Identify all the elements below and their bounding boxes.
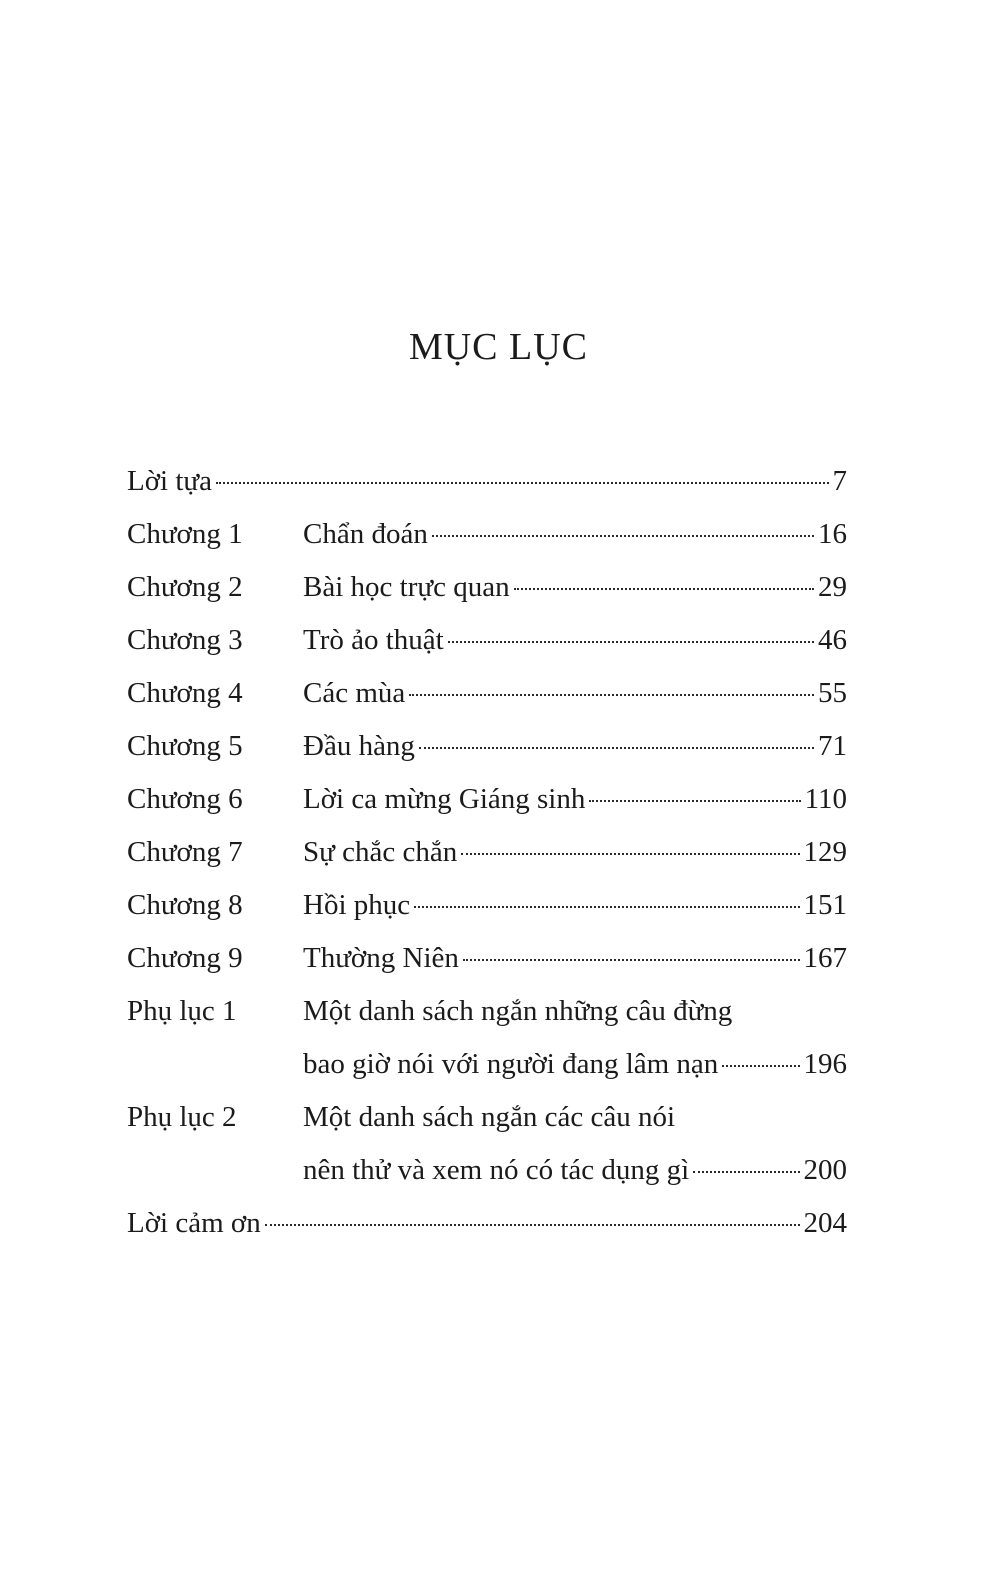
page-number: 7 <box>832 465 847 497</box>
entry-title: Lời cảm ơn <box>127 1207 261 1239</box>
page-number: 110 <box>804 783 847 815</box>
entry-title: Hồi phục <box>303 889 411 921</box>
dot-leader <box>448 641 814 643</box>
dot-leader <box>461 853 799 855</box>
toc-entry <box>127 1197 847 1250</box>
toc-row-chapter <box>127 879 847 932</box>
toc-entry <box>127 455 847 508</box>
toc-entry <box>303 614 847 667</box>
chapter-label: Chương 8 <box>127 889 243 921</box>
page-title: MỤC LỤC <box>408 326 589 368</box>
chapter-label: Chương 9 <box>127 942 243 974</box>
toc-row-chapter <box>127 932 847 985</box>
toc-entry <box>303 985 847 1091</box>
toc-entry <box>303 932 847 985</box>
toc-row-chapter <box>127 508 847 561</box>
toc-row-chapter <box>127 614 847 667</box>
entry-title-line1: Một danh sách ngắn những câu đừng <box>303 995 733 1027</box>
toc-entry <box>303 508 847 561</box>
toc-entry <box>303 879 847 932</box>
toc-row-chapter <box>127 561 847 614</box>
entry-title: Trò ảo thuật <box>303 624 444 656</box>
page-number: 46 <box>818 624 847 656</box>
page-number: 29 <box>818 571 847 603</box>
entry-title: Lời tựa <box>127 465 213 497</box>
page-number: 167 <box>803 942 847 974</box>
page-number: 129 <box>803 836 847 868</box>
chapter-label: Chương 4 <box>127 677 243 709</box>
page-number: 196 <box>803 1048 847 1080</box>
chapter-label: Chương 7 <box>127 836 243 868</box>
appendix-label: Phụ lục 2 <box>127 1101 237 1133</box>
toc-row-acknowledgments <box>127 1197 847 1250</box>
toc-row-chapter <box>127 667 847 720</box>
page-number: 16 <box>818 518 847 550</box>
chapter-label: Chương 3 <box>127 624 243 656</box>
table-of-contents <box>127 455 847 1250</box>
dot-leader <box>722 1065 799 1067</box>
page-number: 55 <box>818 677 847 709</box>
appendix-label: Phụ lục 1 <box>127 995 237 1027</box>
chapter-label: Chương 5 <box>127 730 243 762</box>
dot-leader <box>514 588 814 590</box>
dot-leader <box>589 800 800 802</box>
page-number: 204 <box>803 1207 847 1239</box>
toc-entry <box>303 826 847 879</box>
dot-leader <box>693 1171 799 1173</box>
toc-entry <box>303 720 847 773</box>
entry-title: Chẩn đoán <box>303 518 428 550</box>
toc-entry <box>303 1091 847 1197</box>
entry-title: Sự chắc chắn <box>303 836 458 868</box>
toc-entry <box>303 561 847 614</box>
entry-title: Bài học trực quan <box>303 571 510 603</box>
entry-title: Lời ca mừng Giáng sinh <box>303 783 586 815</box>
dot-leader <box>216 482 828 484</box>
entry-title-line2: nên thử và xem nó có tác dụng gì <box>303 1154 690 1186</box>
chapter-label: Chương 1 <box>127 518 243 550</box>
dot-leader <box>463 959 800 961</box>
entry-title: Các mùa <box>303 677 406 709</box>
chapter-label: Chương 6 <box>127 783 243 815</box>
entry-title-line2: bao giờ nói với người đang lâm nạn <box>303 1048 719 1080</box>
toc-row-chapter <box>127 826 847 879</box>
toc-entry <box>303 667 847 720</box>
toc-row-preface <box>127 455 847 508</box>
entry-title-line1: Một danh sách ngắn các câu nói <box>303 1101 676 1133</box>
entry-title: Đầu hàng <box>303 730 415 762</box>
toc-row-appendix <box>127 985 847 1091</box>
dot-leader <box>409 694 814 696</box>
page-number: 200 <box>803 1154 847 1186</box>
entry-title: Thường Niên <box>303 942 459 974</box>
toc-row-appendix <box>127 1091 847 1197</box>
page-number: 71 <box>818 730 847 762</box>
chapter-label: Chương 2 <box>127 571 243 603</box>
toc-entry <box>303 773 847 826</box>
dot-leader <box>419 747 814 749</box>
dot-leader <box>414 906 799 908</box>
toc-row-chapter <box>127 773 847 826</box>
toc-row-chapter <box>127 720 847 773</box>
page-number: 151 <box>803 889 847 921</box>
dot-leader <box>265 1224 800 1226</box>
dot-leader <box>432 535 814 537</box>
